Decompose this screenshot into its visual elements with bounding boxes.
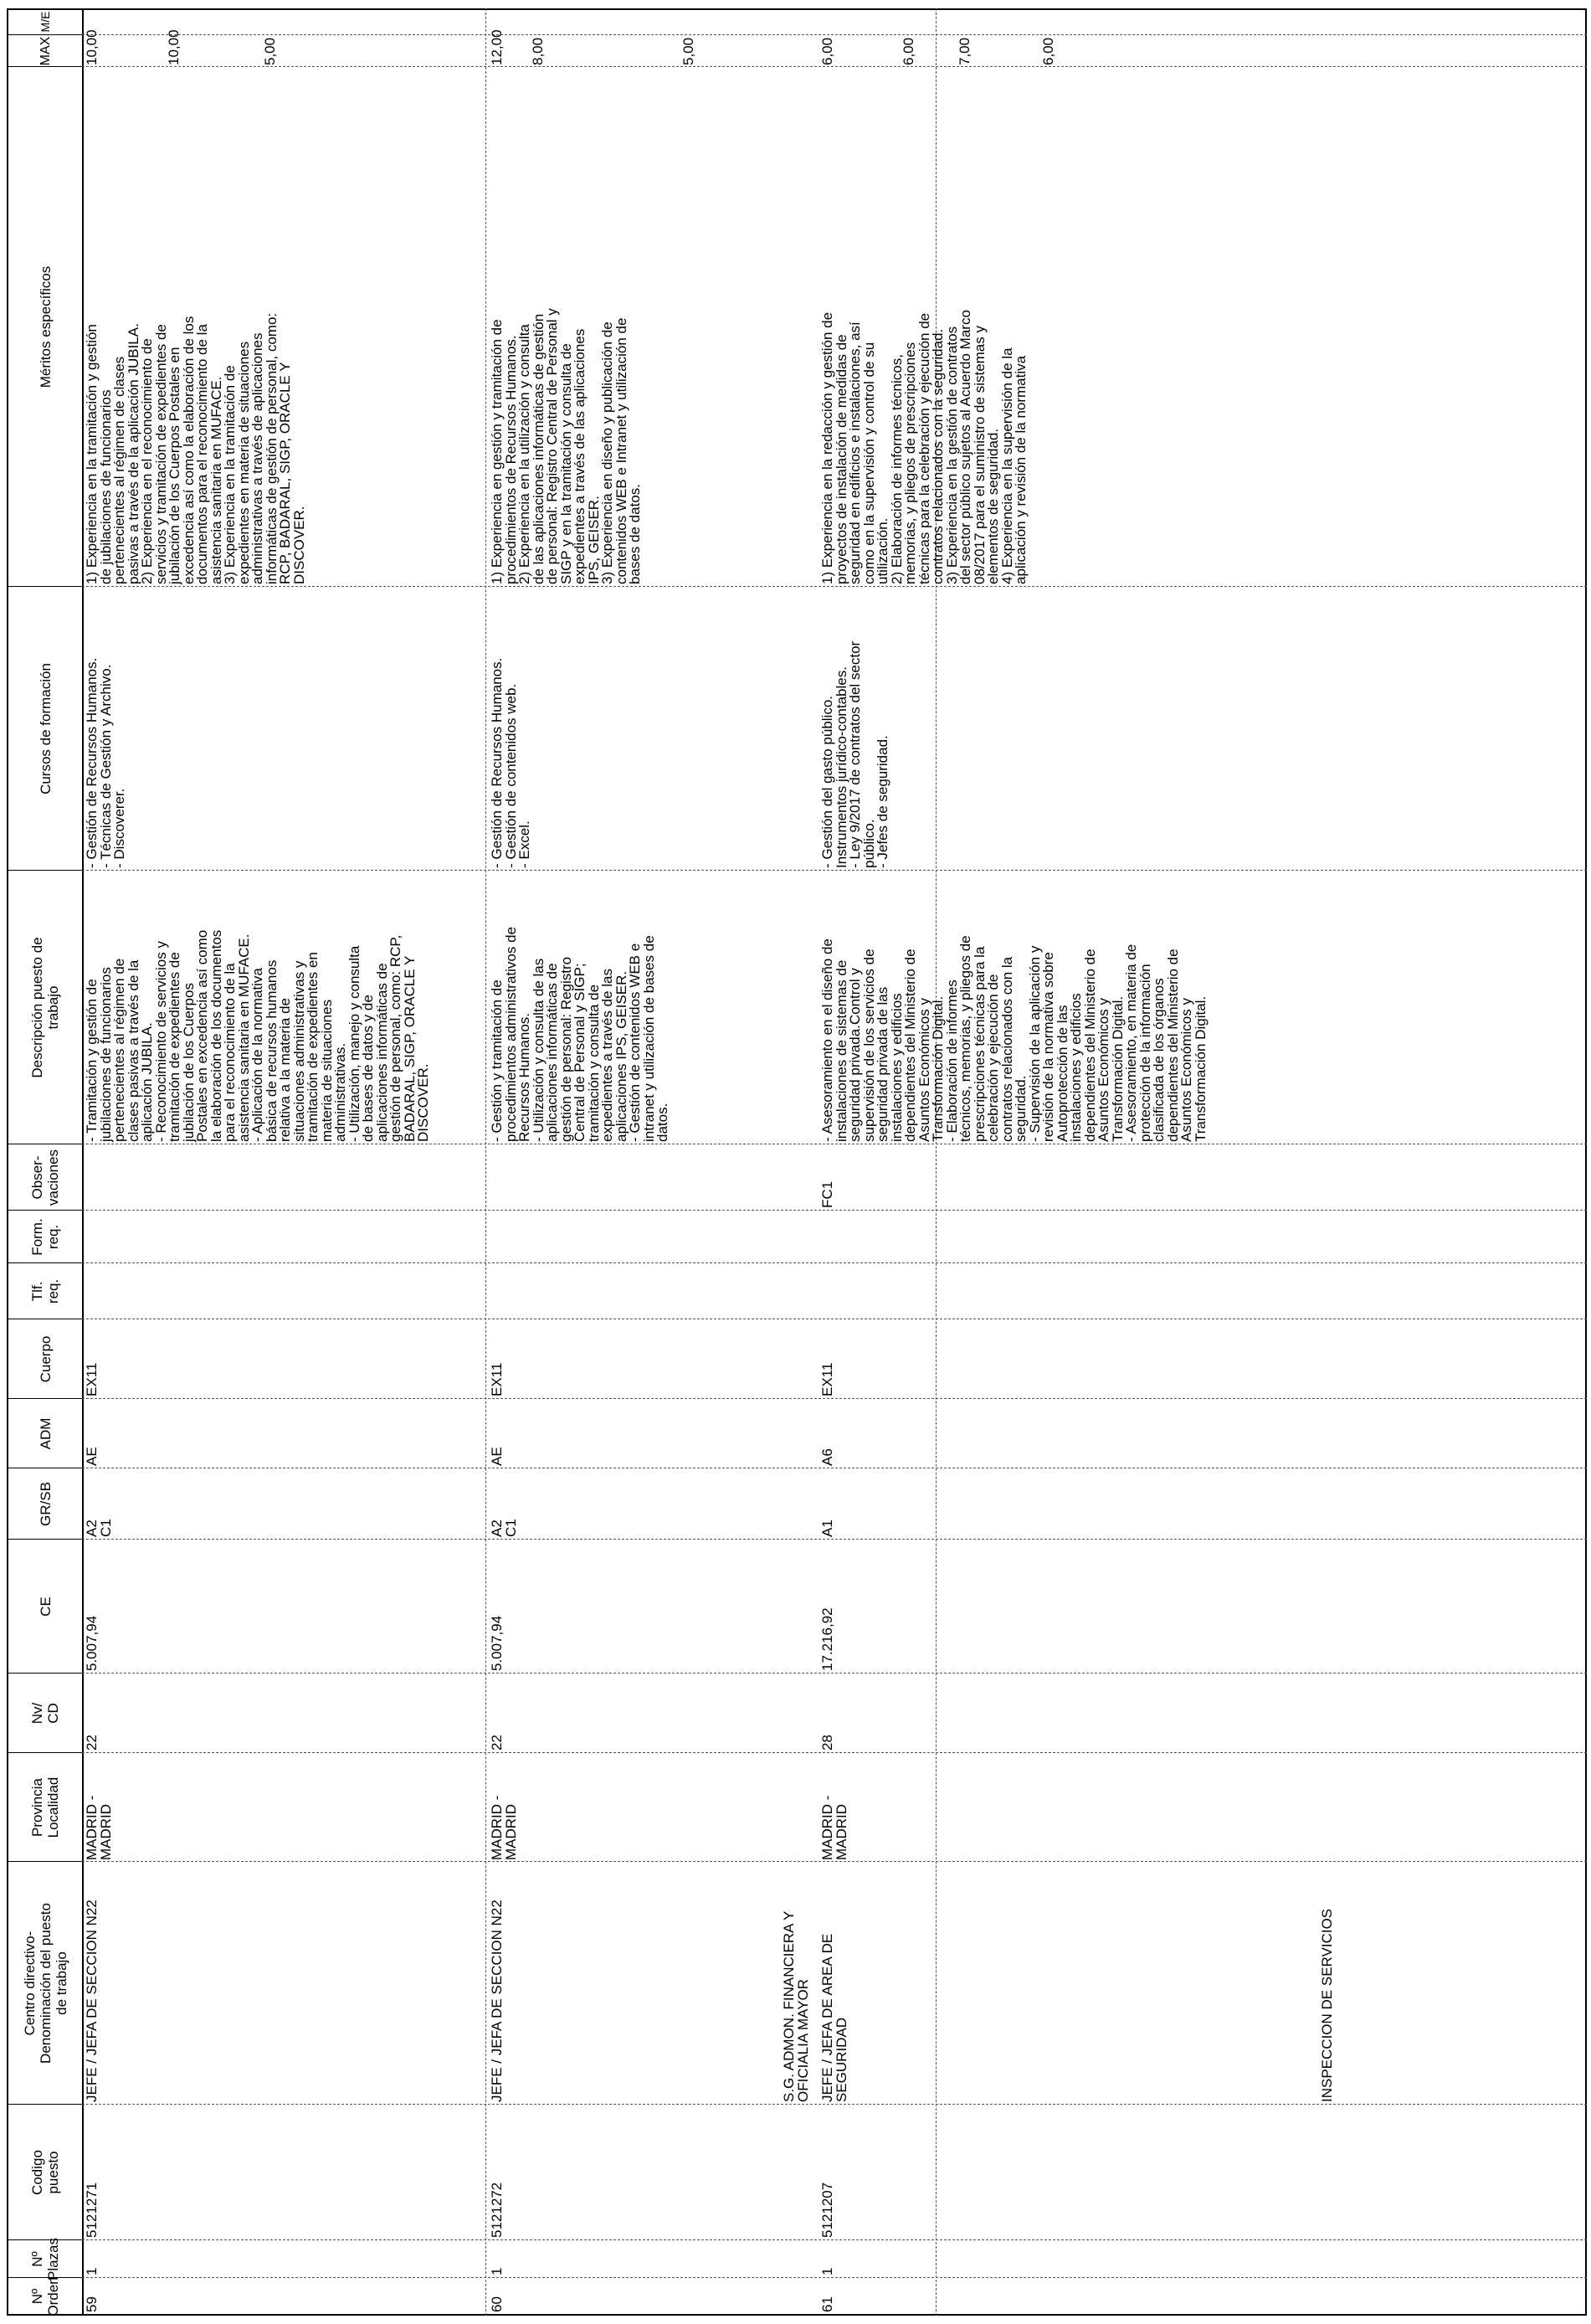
row59-meritos: 1) Experiencia en la tramitación y gestión de jubilaciones de funcionarios pertenecientes al régimen de clases pasivas a través de la aplicación JUBILA. 2) Experiencia en el reconocimiento de servicios y tramitación de expedientes de jubilación de los Cuerpos Postales en excedencia así como la elaboración de los documentos para el reconocimiento de la asistencia sanitaria en MUFACE. 3) Experiencia en la tramitación de expedientes en materia de situaciones administrativas a través de aplicaciones informáticas de gestión de personal, como: RCP, BADARAL, SIGP, ORACLE Y DISCOVER. <box>84 312 307 584</box>
col-sep-dotted <box>82 66 1587 67</box>
header-meritos: Méritos específicos <box>37 265 54 388</box>
row61-centro: JEFE / JEFA DE AREA DE SEGURIDAD <box>819 1933 849 2102</box>
col-sep-dotted <box>82 870 1587 871</box>
row59-max-3: 5,00 <box>262 37 278 65</box>
row-sep <box>485 8 486 2316</box>
row59-nivel: 22 <box>84 1735 100 1751</box>
header-cursos: Cursos de formación <box>37 663 54 794</box>
col-sep-dotted <box>82 1861 1587 1862</box>
row60-max-2: 8,00 <box>530 37 546 65</box>
row60-grupo: A2 C1 <box>489 1519 519 1537</box>
row61-observaciones: FC1 <box>819 1180 835 1208</box>
row61-nivel: 28 <box>819 1735 835 1751</box>
row59-max-1: 10,00 <box>84 29 100 65</box>
col-sep <box>7 1262 82 1263</box>
row60-meritos: 1) Experiencia en gestión y tramitación de procedimientos de Recursos Humanos. 2) Experiencia en la utilización y consulta de las aplicaciones informáticas de gestión de personal: Registro Central de Personal y SIGP y en la tramitación y consulta de expedientes a través de las aplicaciones IPS, GEISER. 3) Experiencia en diseño y publicación de contenidos WEB e Intranet y utilización de bases de datos. <box>489 308 643 584</box>
row61-max-2: 6,00 <box>901 37 916 65</box>
row59-provincia: MADRID - MADRID <box>84 1795 114 1860</box>
row61-max-3: 7,00 <box>957 37 973 65</box>
row59-cursos: - Gestión de Recursos Humanos. - Técnicas de Gestión y Archivo. - Discoverer. <box>84 657 127 868</box>
header-codigo: Codigo puesto <box>29 2150 61 2195</box>
col-sep-dotted <box>82 34 1587 35</box>
col-sep-dotted <box>82 586 1587 587</box>
col-sep <box>7 586 82 587</box>
row59-descripcion: - Tramitación y gestión de jubilaciones de funcionarios pertenecientes al régimen de clases pasivas a través de la aplicación JUBILA. - Reconocimiento de servicios y tramitación de expedientes de jubilación de los Cuerpos Postales en excedencia así como la elaboración de los documentos para el reconocimiento de la asistencia sanitaria en MUFACE. - Aplicación de la normativa básica de recursos humanos relativa a la materia de situaciones administrativas y tramitación de expedientes en materia de situaciones administrativas. - Utilización, manejo y consulta de bases de datos y de aplicaciones informáticas de gestión de personal, como: RCP, BADARAL, SIGP, ORACLE Y DISCOVER. <box>84 929 431 1142</box>
row60-provincia: MADRID - MADRID <box>489 1795 519 1860</box>
col-sep-dotted <box>82 1398 1587 1399</box>
row60-max-3: 5,00 <box>680 37 696 65</box>
row59-adm: AE <box>84 1447 100 1466</box>
col-sep <box>7 2277 82 2278</box>
col-sep <box>7 1539 82 1540</box>
row61-cursos: - Gestión del gasto público. Instrumentos jurídico-contables. - Ley 9/2017 de contratos del sector público. - Jefes de seguridad. <box>819 640 890 868</box>
col-sep-dotted <box>82 2277 1587 2278</box>
col-sep <box>7 2104 82 2105</box>
col-sep-dotted <box>82 2104 1587 2105</box>
row61-adm: A6 <box>819 1448 835 1466</box>
header-provincia: Provincia Localidad <box>29 1776 61 1838</box>
row60-orden: 60 <box>489 2296 505 2312</box>
row60-cursos: - Gestión de Recursos Humanos. - Gestión de contenidos web. - Excel. <box>489 657 532 868</box>
col-sep <box>7 1861 82 1862</box>
row61-grupo: A1 <box>819 1519 835 1537</box>
row61-provincia: MADRID - MADRID <box>819 1795 849 1860</box>
header-observaciones: Obser- vaciones <box>29 1149 61 1206</box>
row59-max-2: 10,00 <box>166 29 182 65</box>
row60-max-1: 12,00 <box>489 29 505 65</box>
row61-meritos: 1) Experiencia en la redacción y gestión de proyectos de instalación de medidas de seguridad en edificios e instalaciones, así como en la supervisión y control de su utilización. 2) Elaboración de informes técnicos, memorias, y pliegos de prescripciones técnicas para la celebración y ejecución de contratos relacionados con la seguridad. 3) Experiencia en la gestión de contratos del sector público sujetos al Acuerdo Marco 08/2017 para el suministro de sistemas y elementos de seguridad. 4) Experiencia en la supervisión de la aplicación y revisión de la normativa <box>819 310 1029 584</box>
header-centro: Centro directivo- Denominación del puesto de trabajo <box>21 1903 69 2064</box>
row60-nivel: 22 <box>489 1735 505 1751</box>
header-nivel: Nv/ CD <box>29 1702 61 1725</box>
header-adm: ADM <box>37 1417 54 1450</box>
header-max: MAX <box>38 36 53 66</box>
row61-max-1: 6,00 <box>819 37 835 65</box>
col-sep <box>7 870 82 871</box>
row60-cuerpo: EX11 <box>489 1362 505 1396</box>
row60-codigo: 5121272 <box>489 2182 505 2238</box>
header-descripcion: Descripción puesto de trabajo <box>29 937 61 1078</box>
header-grupo: GR/SB <box>37 1482 54 1526</box>
header-plazas: Nº Plazas <box>29 2237 61 2281</box>
row59-ce: 5.007,94 <box>84 1615 100 1671</box>
col-sep <box>7 66 82 67</box>
col-sep-dotted <box>82 1752 1587 1753</box>
col-sep <box>7 1752 82 1753</box>
row60-ce: 5.007,94 <box>489 1615 505 1671</box>
row61-orden: 61 <box>819 2296 835 2312</box>
col-sep <box>7 2239 82 2240</box>
col-sep-dotted <box>82 1539 1587 1540</box>
header-formacion: Form. req. <box>29 1218 61 1256</box>
col-sep <box>7 1673 82 1674</box>
col-sep <box>7 1398 82 1399</box>
row59-codigo: 5121271 <box>84 2182 100 2238</box>
row61-ce: 17.216,92 <box>819 1607 835 1671</box>
header-orden: Nº Orden <box>29 2276 61 2316</box>
header-titulacion: Tlf. req. <box>29 1278 61 1304</box>
row60-adm: AE <box>489 1447 505 1466</box>
col-sep <box>7 34 82 35</box>
col-sep-dotted <box>82 1210 1587 1211</box>
col-sep <box>7 1210 82 1211</box>
row60-centro: JEFE / JEFA DE SECCION N22 <box>489 1900 505 2102</box>
section-title: S.G. ADMON. FINANCIERA Y OFICIALIA MAYOR <box>781 1910 811 2102</box>
row61-plazas: 1 <box>819 2267 835 2275</box>
row60-plazas: 1 <box>489 2267 505 2275</box>
row59-plazas: 1 <box>84 2267 100 2275</box>
row59-centro: JEFE / JEFA DE SECCION N22 <box>84 1900 100 2102</box>
header-cuerpo: Cuerpo <box>37 1335 54 1383</box>
col-sep-dotted <box>82 1262 1587 1263</box>
col-sep-dotted <box>82 1673 1587 1674</box>
row60-descripcion: - Gestión y tramitación de procedimientos administrativos de Recursos Humanos. - Utilización y consulta de las aplicaciones informáticas de gestión de personal: Registro Central de Personal y SIGP; tramitación y consulta de expedientes a través de las aplicaciones IPS, GEISER. - Gestión de contenidos WEB e intranet y utilización de bases de datos. <box>489 926 670 1142</box>
header-ce: CE <box>37 1596 54 1617</box>
row59-grupo: A2 C1 <box>84 1519 114 1537</box>
row59-cuerpo: EX11 <box>84 1362 100 1396</box>
row61-cuerpo: EX11 <box>819 1362 835 1396</box>
row61-codigo: 5121207 <box>819 2182 835 2238</box>
row61-max-4: 6,00 <box>1040 37 1056 65</box>
col-sep-dotted <box>82 2239 1587 2240</box>
row59-orden: 59 <box>84 2296 100 2312</box>
row61-descripcion: - Asesoramiento en el diseño de instalaciones de sistemas de seguridad privada.Control y supervisión de los servicios de seguridad privada de las instalaciones y edificios dependientes del Ministerio de Asuntos Económicos y Transformación Digital. - Elaboración de informes técnicos, memorias, y pliegos de prescripciones técnicas para la celebración y ejecución de contratos relacionados con la seguridad. - Supervisión de la aplicación y revisión de la normativa sobre Autoprotección de las instalaciones y edificios dependientes del Ministerio de Asuntos Económicos y Transformación Digital. - Asesoramiento, en materia de protección de la información clasificada de los órganos dependientes del Ministerio de Asuntos Económicos y Transformación Digital. <box>819 935 1209 1142</box>
footer-section-title: INSPECCION DE SERVICIOS <box>1319 1908 1335 2102</box>
header-me: M/E <box>38 11 52 33</box>
